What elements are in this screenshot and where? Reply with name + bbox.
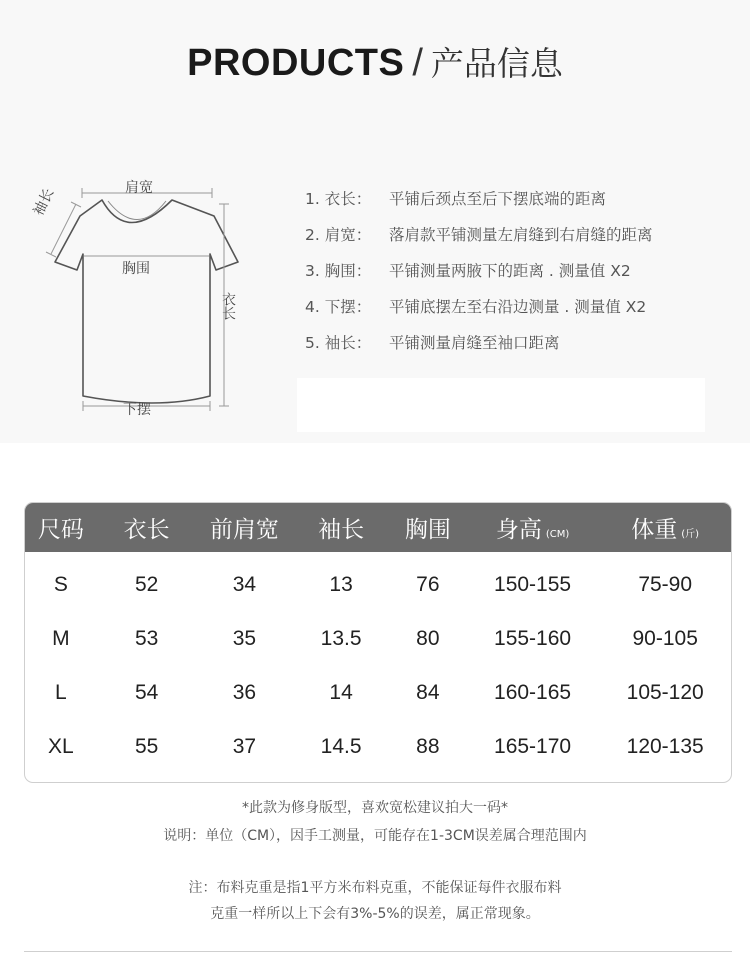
note-label: 1. 衣长： xyxy=(305,190,372,208)
tshirt-measurement-diagram xyxy=(22,170,262,420)
note-label: 3. 胸围： xyxy=(305,262,372,280)
diagram-label-length: 衣长 xyxy=(220,292,236,320)
diagram-label-shoulder: 肩宽 xyxy=(125,180,153,196)
note-text: 平铺测量两腋下的距离 . 测量值 X2 xyxy=(389,262,631,280)
cell-sleeve: 14.5 xyxy=(320,735,362,758)
note-item xyxy=(305,216,725,252)
cell-length: 53 xyxy=(134,627,159,650)
size-chart-table xyxy=(24,502,732,783)
header-height-label: 身高 xyxy=(495,517,542,543)
header-length: 衣长 xyxy=(123,517,170,543)
table-row xyxy=(25,558,731,612)
table-row xyxy=(25,666,731,720)
table-row xyxy=(25,720,731,774)
cell-height: 150-155 xyxy=(494,573,572,596)
table-header-row xyxy=(25,503,731,552)
note-text: 平铺测量肩缝至袖口距离 xyxy=(389,334,560,352)
note-item xyxy=(305,288,725,324)
cell-weight: 120-135 xyxy=(626,735,704,758)
cell-size: XL xyxy=(48,735,74,758)
cell-height: 165-170 xyxy=(494,735,572,758)
cell-chest: 88 xyxy=(416,735,440,758)
page-title xyxy=(0,38,750,85)
cell-sleeve: 13 xyxy=(329,573,353,596)
cell-chest: 76 xyxy=(416,573,440,596)
cell-size: M xyxy=(52,627,70,650)
note-label: 2. 肩宽： xyxy=(305,226,372,244)
cell-sleeve: 14 xyxy=(329,681,353,704)
note-text: 平铺底摆左至右沿边测量 . 测量值 X2 xyxy=(389,298,647,316)
fabric-weight-note-line2: 克重一样所以上下会有3%-5%的误差，属正常现象。 xyxy=(210,906,540,922)
note-item xyxy=(305,252,725,288)
cell-length: 52 xyxy=(134,573,159,596)
header-weight-unit: (斤) xyxy=(681,529,700,540)
header-chest: 胸围 xyxy=(404,517,451,543)
header-sleeve: 袖长 xyxy=(318,517,365,543)
note-text: 落肩款平铺测量左肩缝到右肩缝的距离 xyxy=(389,226,653,244)
cell-shoulder: 35 xyxy=(232,627,257,650)
diagram-label-sleeve: 袖长 xyxy=(30,186,58,219)
cell-chest: 84 xyxy=(416,681,440,704)
cell-weight: 75-90 xyxy=(638,573,693,596)
diagram-label-hem: 下摆 xyxy=(123,402,151,418)
header-weight xyxy=(599,511,731,544)
cell-length: 54 xyxy=(134,681,159,704)
header-height-unit: (CM) xyxy=(545,529,570,540)
title-chinese: 产品信息 xyxy=(430,44,563,83)
header-height xyxy=(466,511,600,544)
cell-height: 160-165 xyxy=(494,681,572,704)
cell-weight: 105-120 xyxy=(626,681,704,704)
table-row xyxy=(25,612,731,666)
note-label: 4. 下摆： xyxy=(305,298,372,316)
note-text: 平铺后颈点至后下摆底端的距离 xyxy=(389,190,607,208)
cell-length: 55 xyxy=(134,735,159,758)
header-shoulder: 前肩宽 xyxy=(209,517,279,543)
cell-size: L xyxy=(55,681,67,704)
diagram-label-chest: 胸围 xyxy=(122,261,150,277)
cell-shoulder: 37 xyxy=(232,735,257,758)
cell-height: 155-160 xyxy=(494,627,572,650)
note-item xyxy=(305,180,725,216)
cell-shoulder: 36 xyxy=(232,681,257,704)
title-separator: / xyxy=(412,42,423,84)
product-info-panel xyxy=(0,0,750,443)
note-label: 5. 袖长： xyxy=(305,334,372,352)
cell-shoulder: 34 xyxy=(232,573,257,596)
cell-weight: 90-105 xyxy=(632,627,698,650)
bottom-divider xyxy=(24,951,732,952)
unit-explanation-note: 说明：单位（CM），因手工测量，可能存在1-3CM误差属合理范围内 xyxy=(163,828,587,844)
fabric-weight-note-line1: 注：布料克重是指1平方米布料克重，不能保证每件衣服布料 xyxy=(188,880,562,896)
header-weight-label: 体重 xyxy=(631,517,678,543)
note-item xyxy=(305,324,725,360)
title-english: PRODUCTS xyxy=(187,42,405,84)
cell-chest: 80 xyxy=(416,627,440,650)
table-body xyxy=(25,552,731,774)
header-size: 尺码 xyxy=(37,517,84,543)
cell-size: S xyxy=(53,573,68,596)
measurement-notes xyxy=(305,180,725,360)
cell-sleeve: 13.5 xyxy=(320,627,362,650)
notes-blank-box xyxy=(297,378,705,432)
fit-advice-note: *此款为修身版型，喜欢宽松建议拍大一码* xyxy=(242,800,508,816)
